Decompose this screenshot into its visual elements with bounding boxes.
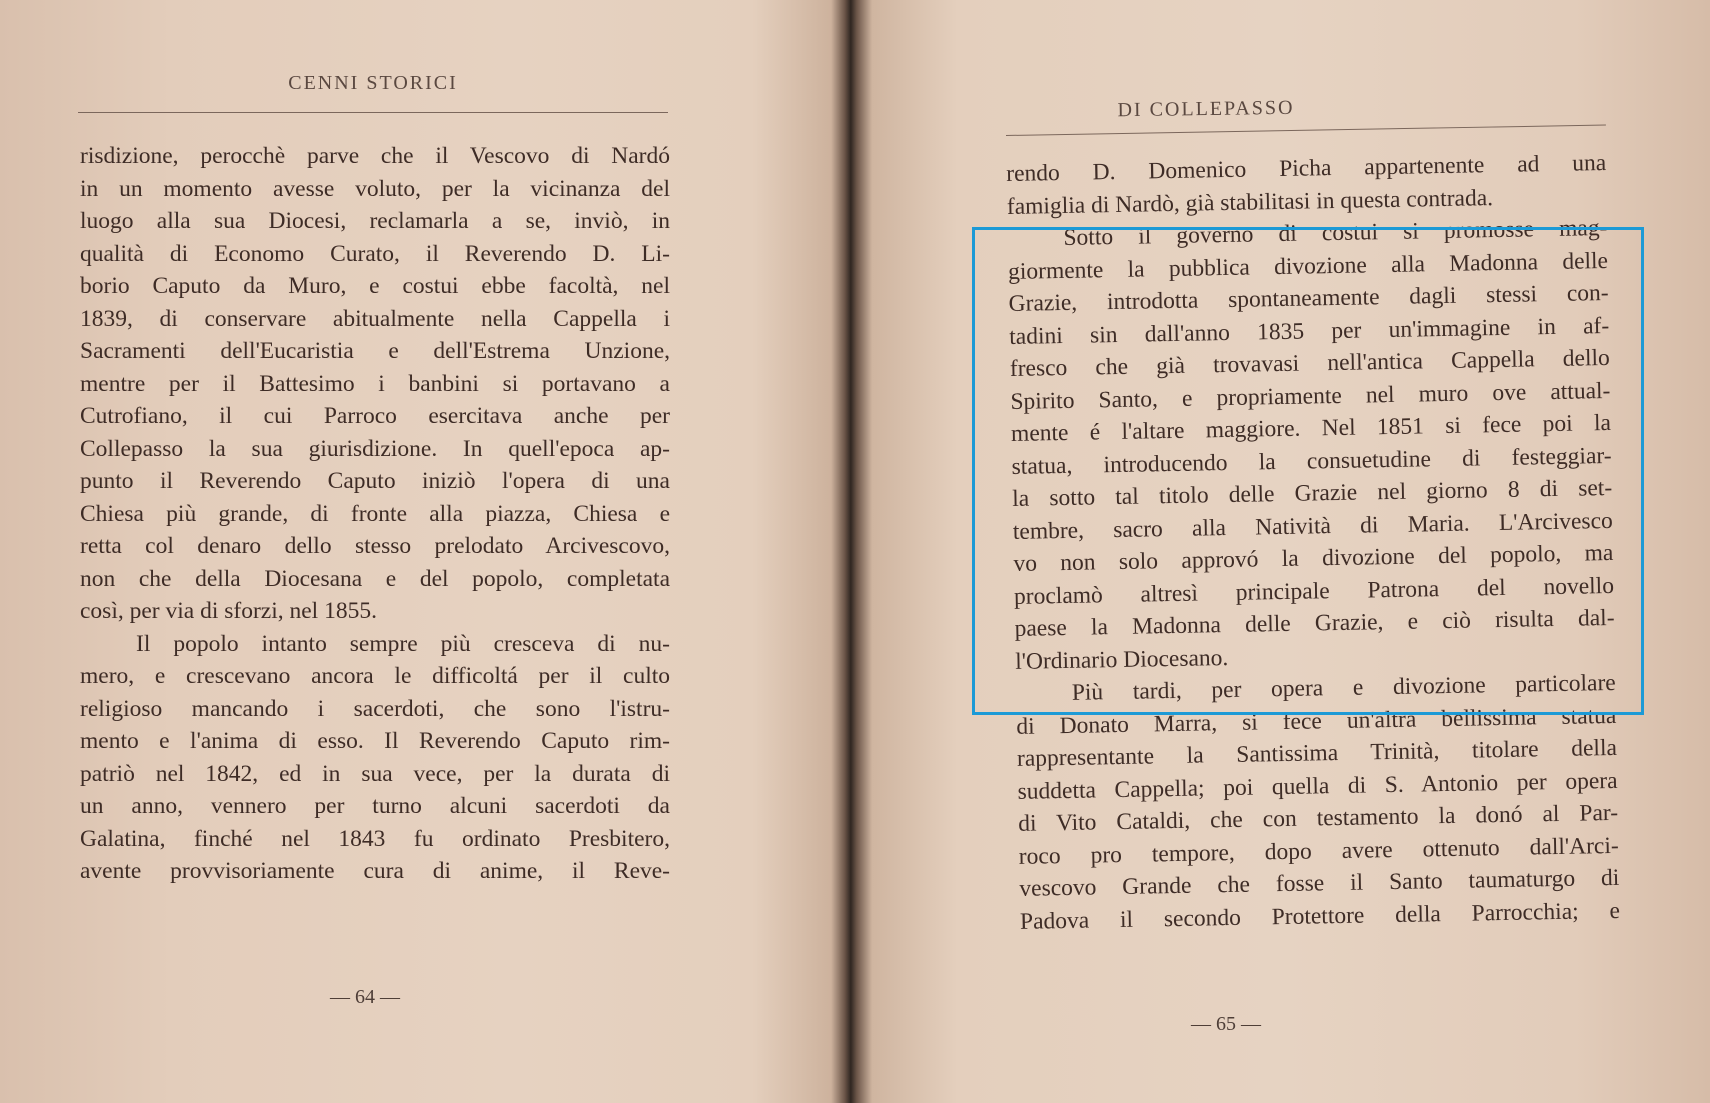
text-line: Sacramenti dell'Eucaristia e dell'Estrema Unzione, — [80, 338, 670, 364]
left-page — [0, 0, 842, 1103]
text-line: Sotto il governo di costui si promosse mag- — [1063, 214, 1608, 251]
page-number-right: — 65 — — [1191, 1013, 1261, 1035]
text-line: l'Ordinario Diocesano. — [1014, 644, 1229, 675]
header-rule-left — [78, 112, 668, 113]
text-line: Grazie, introdotta spontaneamente dagli stessi con- — [1008, 279, 1609, 317]
text-line: punto il Reverendo Caputo iniziò l'opera di una — [80, 468, 670, 494]
text-line: non che della Diocesana e del popolo, completata — [80, 565, 670, 592]
text-line: così, per via di sforzi, nel 1855. — [80, 598, 377, 624]
text-line: di Donato Marra, si fece un'altra bellissima statua — [1016, 702, 1617, 740]
running-head-left: CENNI STORICI — [288, 72, 458, 94]
text-line: religioso mancando i sacerdoti, che sono l'istru- — [80, 695, 670, 722]
text-line: Cutrofiano, il cui Parroco esercitava anche per — [80, 403, 670, 429]
text-line: Spirito Santo, e propriamente nel muro ove attual- — [1010, 377, 1611, 415]
text-line: vescovo Grande che fosse il Santo taumaturgo di — [1019, 864, 1620, 902]
text-line: famiglia di Nardò, già stabilitasi in questa contrada. — [1006, 184, 1494, 220]
page-number-left: — 64 — — [330, 986, 400, 1008]
text-line: qualità di Economo Curato, il Reverendo D. Li- — [80, 240, 670, 267]
text-line: tadini sin dall'anno 1835 per un'immagine in af- — [1009, 312, 1610, 350]
text-line: luogo alla sua Diocesi, reclamarla a se, inviò, in — [80, 208, 670, 234]
text-line: mentre per il Battesimo i banbini si portavano a — [80, 370, 670, 397]
text-line: vo non solo approvó la divozione del popolo, ma — [1013, 539, 1614, 577]
text-line: in un momento avesse voluto, per la vicinanza del — [80, 175, 670, 202]
text-line: statua, introducendo la consuetudine di festeggiar- — [1011, 442, 1612, 480]
text-line: roco pro tempore, dopo avere ottenuto dall'Arci- — [1018, 832, 1619, 870]
header-rule-right — [1006, 125, 1606, 136]
text-line: patriò nel 1842, ed in sua vece, per la durata di — [80, 760, 670, 787]
text-line: giormente la pubblica divozione alla Madonna delle — [1007, 247, 1609, 285]
text-line: un anno, vennero per turno alcuni sacerdoti da — [80, 793, 670, 819]
text-line: Galatina, finché nel 1843 fu ordinato Presbitero, — [80, 825, 670, 852]
text-line: proclamò altresì principale Patrona del novello — [1013, 572, 1615, 610]
text-line: Padova il secondo Protettore della Parrocchia; e — [1019, 897, 1621, 935]
text-line: borio Caputo da Muro, e costui ebbe facoltà, nel — [80, 273, 670, 299]
text-line: paese la Madonna delle Grazie, e ciò risulta dal- — [1014, 604, 1615, 642]
running-head-right: DI COLLEPASSO — [1117, 96, 1295, 122]
text-line: Collepasso la sua giurisdizione. In quell'epoca ap- — [80, 435, 670, 462]
text-line: tembre, sacro alla Natività di Maria. L'Arcivesco — [1012, 507, 1613, 545]
text-line: suddetta Cappella; poi quella di S. Antonio per opera — [1017, 767, 1618, 805]
text-line: risdizione, perocchè parve che il Vescovo di Nardó — [80, 143, 670, 169]
text-line: di Vito Cataldi, che con testamento la donó al Par- — [1017, 799, 1619, 837]
text-line: Il popolo intanto sempre più cresceva di nu- — [136, 630, 670, 657]
text-line: rendo D. Domenico Picha appartenente ad una — [1006, 150, 1607, 187]
body-text-left — [80, 140, 670, 888]
text-line: fresco che già trovavasi nell'antica Cappella dello — [1009, 344, 1611, 382]
text-line: Chiesa più grande, di fronte alla piazza, Chiesa e — [80, 500, 670, 527]
text-line: 1839, di conservare abitualmente nella Cappella i — [80, 305, 670, 332]
text-line: rappresentante la Santissima Trinità, titolare della — [1016, 734, 1618, 772]
text-line: mento e l'anima di esso. Il Reverendo Caputo rim- — [80, 728, 670, 754]
text-line: mente é l'altare maggiore. Nel 1851 si fece poi la — [1010, 409, 1612, 447]
text-line: retta col denaro dello stesso prelodato Arcivescovo, — [80, 533, 670, 559]
text-line: Più tardi, per opera e divozione particolare — [1071, 669, 1616, 706]
highlight-box — [972, 227, 1644, 715]
text-line: avente provvisoriamente cura di anime, il Reve- — [80, 858, 670, 884]
text-line: la sotto tal titolo delle Grazie nel giorno 8 di set- — [1012, 474, 1613, 512]
text-line: mero, e crescevano ancora le difficoltá per il culto — [80, 663, 670, 689]
